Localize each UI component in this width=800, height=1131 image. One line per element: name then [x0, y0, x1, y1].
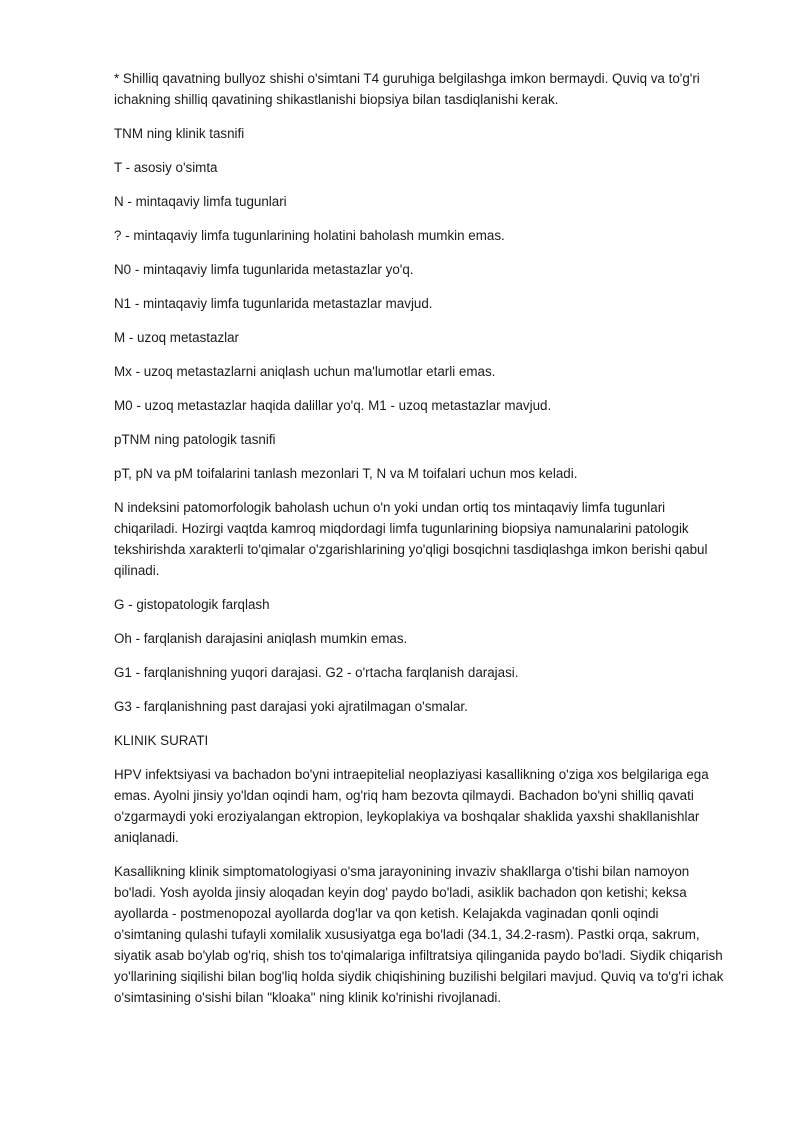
- paragraph-n1: N1 - mintaqaviy limfa tugunlarida metastazlar mavjud.: [114, 296, 433, 311]
- paragraph-g: G - gistopatologik farqlash: [114, 597, 270, 612]
- paragraph-ptnm-criteria: pT, pN va pM toifalarini tanlash mezonlari T, N va M toifalari uchun mos keladi.: [114, 466, 578, 481]
- heading-ptnm: pTNM ning patologik tasnifi: [114, 432, 276, 447]
- paragraph-m0-m1: M0 - uzoq metastazlar haqida dalillar yo'q. M1 - uzoq metastazlar mavjud.: [114, 398, 552, 413]
- paragraph-t: T - asosiy o'simta: [114, 160, 218, 175]
- paragraph-n: N - mintaqaviy limfa tugunlari: [114, 194, 287, 209]
- paragraph-mx: Mx - uzoq metastazlarni aniqlash uchun ma'lumotlar etarli emas.: [114, 364, 496, 379]
- heading-clinical-picture: KLINIK SURATI: [114, 733, 209, 748]
- paragraph-m: M - uzoq metastazlar: [114, 330, 240, 345]
- document-page: [114, 68, 726, 1021]
- paragraph-g1-g2: G1 - farqlanishning yuqori darajasi. G2 - o'rtacha farqlanish darajasi.: [114, 665, 519, 680]
- paragraph-hpv: HPV infektsiyasi va bachadon bo'yni intraepitelial neoplaziyasi kasallikning o'ziga xos belgilariga ega emas. Ayolni jinsiy yo'ldan oqindi ham, og'riq ham bezovta qilmaydi. Bachadon bo'yni shilliq qavati o'zgarmaydi yoki eroziyalangan ektropion, leykoplakiya va boshqalar shaklida yaxshi shakllanishlar aniqlanadi.: [114, 767, 709, 845]
- paragraph-gx: Oh - farqlanish darajasini aniqlash mumkin emas.: [114, 631, 408, 646]
- paragraph-note: * Shilliq qavatning bullyoz shishi o'simtani T4 guruhiga belgilashga imkon bermaydi. Quviq va to'g'ri ichakning shilliq qavatining shikastlanishi biopsiya bilan tasdiqlanishi kerak.: [114, 71, 700, 107]
- paragraph-g3: G3 - farqlanishning past darajasi yoki ajratilmagan o'smalar.: [114, 699, 468, 714]
- paragraph-n-index: N indeksini patomorfologik baholash uchun o'n yoki undan ortiq tos mintaqaviy limfa tugunlari chiqariladi. Hozirgi vaqtda kamroq miqdordagi limfa tugunlarining biopsiya namunalarini patologik tekshirishda xarakterli to'qimalar o'zgarishlarining yo'qligi bosqichni tasdiqlashga imkon berishi qabul qilinadi.: [114, 500, 708, 578]
- paragraph-n0: N0 - mintaqaviy limfa tugunlarida metastazlar yo'q.: [114, 262, 414, 277]
- paragraph-nx: ? - mintaqaviy limfa tugunlarining holatini baholash mumkin emas.: [114, 228, 505, 243]
- heading-tnm-clinical: TNM ning klinik tasnifi: [114, 126, 245, 141]
- paragraph-symptoms: Kasallikning klinik simptomatologiyasi o'sma jarayonining invaziv shakllarga o'tishi bilan namoyon bo'ladi. Yosh ayolda jinsiy aloqadan keyin dog' paydo bo'ladi, asiklik bachadon qon ketishi; keksa ayollarda - postmenopozal ayollarda dog'lar va qon ketish. Kelajakda vaginadan qonli oqindi o'simtaning qulashi tufayli xomilalik xususiyatga ega bo'ladi (34.1, 34.2-rasm). Pastki orqa, sakrum, siyatik asab bo'ylab og'riq, shish tos to'qimalariga infiltratsiya qilinganida paydo bo'ladi. Siydik chiqarish yo'llarining siqilishi bilan bog'liq holda siydik chiqishining buzilishi belgilari mavjud. Quviq va to'g'ri ichak o'simtasining o'sishi bilan "kloaka" ning klinik ko'rinishi rivojlanadi.: [114, 864, 724, 1005]
